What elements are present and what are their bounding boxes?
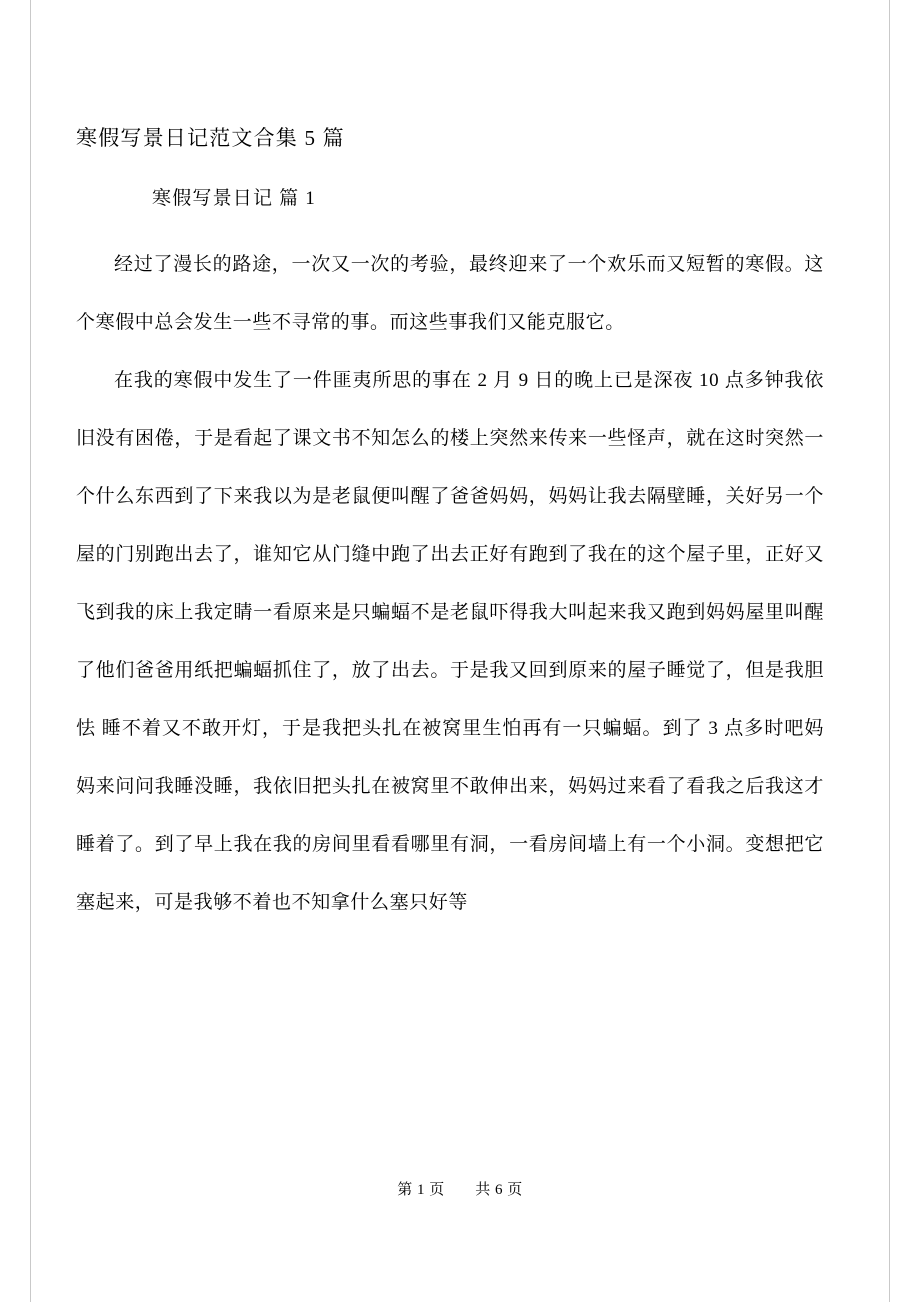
paragraph-1: 经过了漫长的路途，一次又一次的考验，最终迎来了一个欢乐而又短暂的寒假。这个寒假中总会发生一些不寻常的事。而这些事我们又能克服它。 [76, 254, 824, 333]
footer-current-page: 第 1 页 [397, 1182, 445, 1198]
page-footer [0, 1178, 920, 1199]
paragraph-2: 在我的寒假中发生了一件匪夷所思的事在 2 月 9 日的晚上已是深夜 10 点多钟我依旧没有困倦，于是看起了课文书不知怎么的楼上突然来传来一些怪声，就在这时突然一个什么东西到了下来我以为是老鼠便叫醒了爸爸妈妈，妈妈让我去隔壁睡，关好另一个屋的门别跑出去了，谁知它从门缝中跑了出去正好有跑到了我在的这个屋子里，正好又飞到我的床上我定睛一看原来是只蝙蝠不是老鼠吓得我大叫起来我又跑到妈妈屋里叫醒了他们爸爸用纸把蝙蝠抓住了，放了出去。于是我又回到原来的屋子睡觉了，但是我胆怯 睡不着又不敢开灯，于是我把头扎在被窝里生怕再有一只蝙蝠。到了 3 点多时吧妈妈来问问我睡没睡，我依旧把头扎在被窝里不敢伸出来，妈妈过来看了看我之后我这才睡着了。到了早上我在我的房间里看看哪里有洞，一看房间墙上有一个小洞。变想把它塞起来，可是我够不着也不知拿什么塞只好等 [76, 370, 824, 913]
section-heading: 寒假写景日记 篇 1 [152, 188, 317, 209]
body-text [76, 236, 824, 932]
page-content [76, 0, 836, 1302]
page-title: 寒假写景日记范文合集 5 篇 [76, 126, 345, 150]
footer-total-pages: 共 6 页 [475, 1182, 523, 1198]
